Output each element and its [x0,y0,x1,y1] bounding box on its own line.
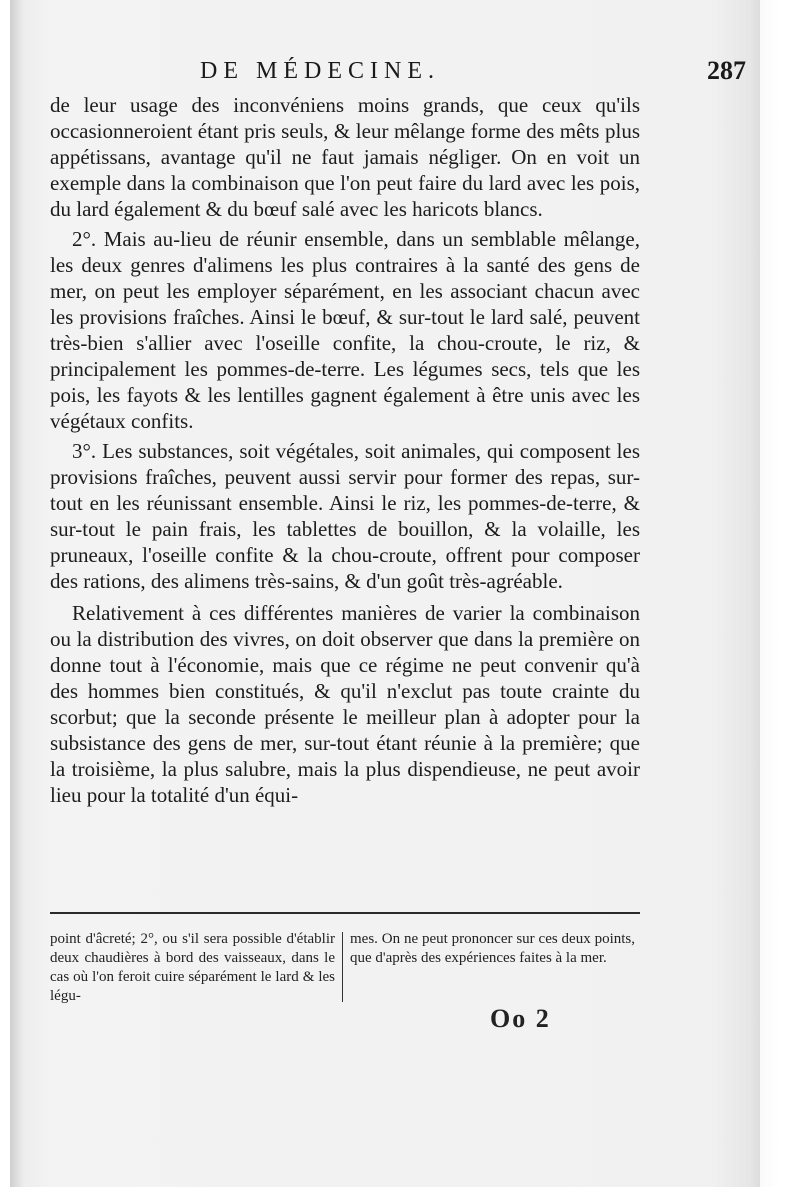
paragraph-point-2: 2°. Mais au-lieu de réunir ensemble, dans un semblable mêlange, les deux genres d'alimens les plus contraires à la santé des gens de mer, on peut les employer séparément, en les associant chacun avec les provisions fraîches. Ainsi le bœuf, & sur-tout le lard salé, peuvent très-bien s'allier avec l'oseille confite, la chou-croute, le riz, & principalement les pommes-de-terre. Les légumes secs, tels que les pois, les fayots & les lentilles gagnent également à être unis avec les végétaux confits. [50,227,640,433]
page-edge [760,0,780,1187]
running-head [50,58,750,92]
paragraph-continuation: de leur usage des inconvéniens moins grands, que ceux qu'ils occasionneroient étant pris seuls, & leur mêlange forme des mêts plus appétissans, avantage qu'il ne faut jamais négliger. On en voit un exemple dans la combinaison que l'on peut faire du lard avec les pois, du lard également & du bœuf salé avec les haricots blancs. [50,93,640,221]
footnote-right-column: mes. On ne peut prononcer sur ces deux points, que d'après des expériences faites à la mer. [350,931,635,966]
footnote-column-divider [342,932,343,1002]
running-title: DE MÉDECINE. [200,58,440,84]
page-number: 287 [707,56,746,85]
paragraph-relativement: Relativement à ces différentes manières de varier la combinaison ou la distribution des vivres, on doit observer que dans la première on donne tout à l'économie, mais que ce régime ne peut convenir qu'à des hommes bien constitués, & qu'il n'exclut pas toute crainte du scorbut; que la seconde présente le meilleur plan à adopter pour la subsistance des gens de mer, sur-tout étant réunie à la première; que la troisième, la plus salubre, mais la plus dispendieuse, ne peut avoir lieu pour la totalité d'un équi- [50,601,640,807]
footnote-rule [50,912,640,914]
signature-mark: Oo 2 [490,1004,551,1033]
footnote-left-column: point d'âcreté; 2°, ou s'il sera possible d'établir deux chaudières à bord des vaisseaux, dans le cas où l'on feroit cuire séparément le lard & les légu- [50,931,335,1004]
main-text [50,92,640,812]
paragraph-point-3: 3°. Les substances, soit végétales, soit animales, qui composent les provisions fraîches, peuvent aussi servir pour former des repas, sur-tout en les réunissant ensemble. Ainsi le riz, les pommes-de-terre, & sur-tout le pain frais, les tablettes de bouillon, & la volaille, les pruneaux, l'oseille confite & la chou-croute, offrent pour composer des rations, des alimens très-sains, & d'un goût très-agréable. [50,439,640,593]
book-page [10,0,780,1187]
